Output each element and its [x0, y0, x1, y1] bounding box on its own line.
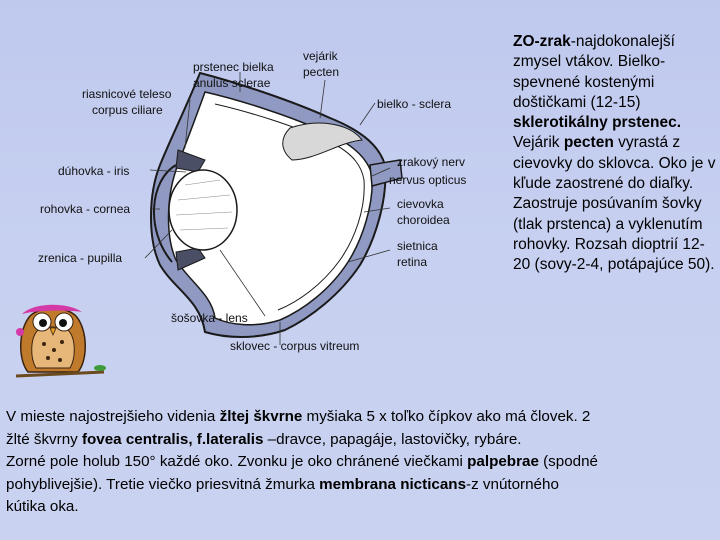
bottom-line-3 — [6, 451, 714, 474]
side-bold-pecten: pecten — [563, 134, 614, 152]
bottom-text-2c: –dravce, papagáje, lastovičky, rybáre. — [263, 430, 522, 448]
label-nervus-opticus: nervus opticus — [389, 173, 467, 187]
bottom-text-2a: žlté škvrny — [6, 430, 82, 448]
label-sklovec: sklovec - corpus vitreum — [230, 339, 360, 353]
label-pecten: pecten — [303, 65, 340, 79]
label-rohovka: rohovka - cornea — [40, 202, 131, 216]
label-anulus: anulus sclerae — [193, 76, 271, 90]
label-sosovka: šošovka - lens — [171, 311, 248, 325]
side-text-2b: vyrastá z cievovky do sklovca. Oko je v kľude zaostrené do diaľky. Zaostruje posúvaním šovky (tlak prstenca) a vyklenutím rohovky. Rozsah dioptrií 12-20 (sovy-2-4, potápajúce 50). — [513, 134, 716, 274]
label-zrenica: zrenica - pupilla — [38, 251, 123, 265]
bottom-text-4c: -z vnútorného — [466, 475, 559, 493]
label-zrakovy-nerv: zrakový nerv — [397, 155, 466, 169]
bottom-line-2 — [6, 429, 714, 452]
bottom-bold-4: membrana nicticans — [319, 475, 467, 493]
bottom-line-5 — [6, 496, 714, 519]
side-bold-sclerotic: sklerotikálny prstenec. — [513, 114, 681, 132]
label-choroidea: choroidea — [397, 213, 450, 227]
bottom-text-1a: V mieste najostrejšieho videnia — [6, 408, 220, 425]
owl-clipart — [16, 305, 106, 376]
bottom-text-5: kútika oka. — [6, 498, 79, 516]
bottom-bold-3: palpebrae — [467, 453, 539, 471]
bottom-text-3c: (spodné — [538, 453, 598, 471]
label-riasnicove: riasnicové teleso — [82, 87, 172, 101]
label-retina: retina — [397, 255, 428, 269]
label-corpus-ciliare: corpus ciliare — [92, 103, 163, 117]
label-cievovka: cievovka — [397, 197, 444, 211]
side-text-2a: Vejárik — [513, 134, 564, 152]
lens — [169, 170, 237, 250]
label-sietnica: sietnica — [397, 239, 438, 253]
bottom-bold-2: fovea centralis, f.lateralis — [81, 430, 264, 448]
side-bold-zo: ZO-zrak — [513, 33, 571, 50]
bottom-line-1 — [6, 406, 714, 429]
label-bielko: bielko - sclera — [377, 97, 452, 111]
side-text-1: -najdokonalejší zmysel vtákov. Bielko-spevnené kostenými doštičkami (12-15) — [513, 33, 675, 111]
label-duhovka: dúhovka - iris — [58, 164, 130, 178]
bottom-bold-1: žltej škvrne — [219, 408, 303, 425]
bottom-text-1c: myšiaka 5 x toľko čípkov ako má človek. 2 — [302, 408, 591, 425]
label-prstenec: prstenec bielka — [193, 60, 274, 74]
side-text-block — [513, 32, 718, 276]
bottom-text-4a: pohyblivejšie). Tretie viečko priesvitná žmurka — [6, 475, 320, 493]
bottom-text-block — [6, 406, 714, 519]
bottom-line-4 — [6, 474, 714, 497]
bottom-text-3a: Zorné pole holub 150° každé oko. Zvonku je oko chránené viečkami — [6, 453, 468, 471]
label-vejarik: vejárik — [303, 49, 338, 63]
